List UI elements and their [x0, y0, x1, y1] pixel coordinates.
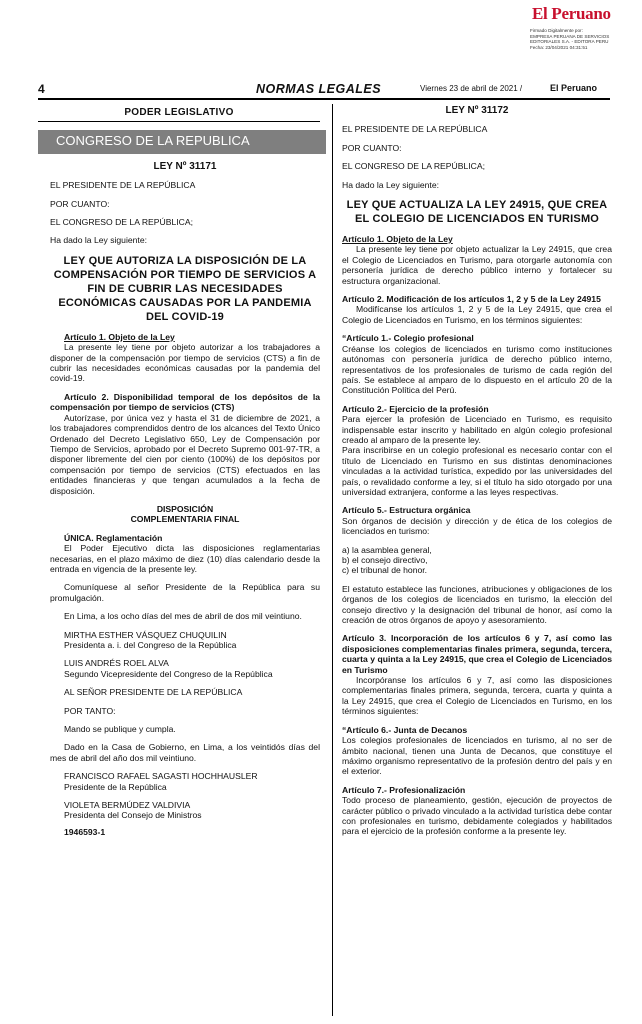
quoted-article-heading: “Artículo 6.- Junta de Decanos [342, 724, 468, 735]
header-brand: El Peruano [550, 83, 598, 93]
preamble-line: POR CUANTO: [342, 142, 402, 153]
congress-banner: CONGRESO DE LA REPUBLICA [38, 130, 326, 153]
disposition-heading: DISPOSICIÓN [156, 503, 214, 514]
law-number: LEY Nº 31172 [445, 105, 509, 116]
quoted-article-text: Para inscribirse en un colegio profesional es necesario contar con el título de Licenciado en Turismo en sus distintas denominaciones vinculadas a la actividad turística, expedido por las universidades del país, o revalidado conforme a ley, si el título ha sido otorgado por una universidad extranjera, conforme a las leyes respectivas. [342, 445, 612, 497]
article-heading: Artículo 2. Disponibilidad temporal de los depósitos de la compensación por tiempo de servicios (CTS) [50, 391, 320, 413]
addressee: AL SEÑOR PRESIDENTE DE LA REPÚBLICA [64, 687, 243, 698]
disposition-subheading: COMPLEMENTARIA FINAL [130, 514, 240, 525]
quoted-article-text: Los colegios profesionales de licenciados en turismo, al no ser de ámbito nacional, tienen una Junta de Decanos, que constituye el máximo organismo representativo de la profesión dentro del país y en el exterior. [342, 735, 612, 777]
list-item: a) la asamblea general, [342, 544, 432, 555]
preamble-line: Ha dado la Ley siguiente: [342, 179, 439, 190]
digital-signature: Firmado Digitalmente por: EMPRESA PERUANA DE SERVICIOS EDITORIALES S.A. - EDITORA PERU Fecha: 23/04/2021 04:31:51 [530, 28, 610, 50]
article-text: Incorpóranse los artículos 6 y 7, así como las disposiciones complementarias finales primera, segunda, tercera, cuarta y quinta a la Ley 24915, que crea el Colegio de Licenciados en Turismo, en los términos siguientes: [342, 675, 612, 717]
article-text: La presente ley tiene por objeto actualizar la Ley 24915, que crea el Colegio de Licenciados en Turismo, para otorgarle autonomía con personería jurídica de derecho público interno y fortalecer su estructura organizacional. [342, 244, 612, 286]
signatory-role: Segundo Vicepresidente del Congreso de la República [64, 668, 273, 679]
issue-date: Viernes 23 de abril de 2021 / [420, 84, 523, 93]
preamble-line: EL PRESIDENTE DE LA REPÚBLICA [342, 124, 488, 135]
article-text: La presente ley tiene por objeto autorizar a los trabajadores a disponer de la compensación por tiempo de servicios (CTS) a fin de cubrir las necesidades económicas causadas por la pandemia del covid-19. [50, 342, 320, 384]
quoted-article-heading: “Artículo 1.- Colegio profesional [342, 333, 474, 344]
quoted-article-text: Todo proceso de planeamiento, gestión, ejecución de proyectos de carácter público o privado vinculado a la actividad turística debe contar con profesionales en turismo, debidamente colegiados y habilitados para el ejercicio de la profesión conforme a la presente ley. [342, 795, 612, 837]
signatory-name: VIOLETA BERMÚDEZ VALDIVIA [64, 800, 191, 811]
mando: Mando se publique y cumpla. [64, 724, 176, 735]
section-heading: PODER LEGISLATIVO [38, 108, 320, 122]
quoted-article-heading: Artículo 2.- Ejercicio de la profesión [342, 403, 489, 414]
publisher-logo-block [526, 4, 642, 62]
law-title: LEY QUE ACTUALIZA LA LEY 24915, QUE CREA EL COLEGIO DE LICENCIADOS EN TURISMO [346, 199, 608, 226]
signatory-name: MIRTHA ESTHER VÁSQUEZ CHUQUILIN [64, 629, 227, 640]
signatory-role: Presidente de la República [64, 781, 167, 792]
article-heading: ÚNICA. Reglamentación [64, 532, 163, 543]
page-number: 4 [38, 82, 45, 96]
article-heading: Artículo 1. Objeto de la Ley [64, 331, 175, 342]
left-column [50, 108, 320, 837]
article-heading: Artículo 1. Objeto de la Ley [342, 234, 453, 245]
quoted-article-text: El estatuto establece las funciones, atribuciones y obligaciones de los órganos de los colegios de licenciados en turismo, la elección del consejo directivo y la designación del tribunal de honor, así como la creación de otros órganos de apoyo y asesoramiento. [342, 583, 612, 626]
article-text: Autorízase, por única vez y hasta el 31 de diciembre de 2021, a los trabajadores comprendidos dentro de los alcances del Texto Único Ordenado del Decreto Legislativo 650, Ley de Compensación por Tiempo de Servicios, aprobado por el Decreto Supremo 001-97-TR, a disponer libremente del cien por ciento (100%) de los depósitos por compensación por tiempo de servicios (CTS) efectuados en las entidades financieras y que tengan acumulados a la fecha de disposición. [50, 412, 320, 496]
quoted-article-heading: Artículo 5.- Estructura orgánica [342, 505, 471, 516]
preamble-line: EL CONGRESO DE LA REPÚBLICA; [342, 161, 485, 172]
page-header [38, 82, 608, 98]
law-number: LEY Nº 31171 [153, 160, 217, 172]
article-heading: Artículo 2. Modificación de los artículos 1, 2 y 5 de la Ley 24915 [342, 294, 601, 305]
signatory-role: Presidenta del Consejo de Ministros [64, 810, 202, 821]
place-date-text: En Lima, a los ocho días del mes de abril de dos mil veintiuno. [64, 611, 302, 622]
quoted-article-text: Son órganos de decisión y dirección y de ética de los colegios de licenciados en turismo: [342, 515, 612, 537]
preamble-line: EL PRESIDENTE DE LA REPÚBLICA [50, 180, 196, 191]
right-column [342, 104, 612, 837]
quoted-article-text: Créanse los colegios de licenciados en turismo como instituciones autónomas con personería jurídica de derecho público interno, representativos de los profesionales de turismo de cada región del país. Se establece al amparo de lo dispuesto en el artículo 20 de la Constitución Política del Perú. [342, 343, 612, 396]
signatory-name: LUIS ANDRÉS ROEL ALVA [64, 658, 169, 669]
section-title: NORMAS LEGALES [256, 82, 382, 96]
el-peruano-logo: El Peruano [532, 4, 611, 23]
article-text: El Poder Ejecutivo dicta las disposiciones reglamentarias necesarias, en el plazo máximo de diez (10) días calendario desde la entrada en vigencia de la presente ley. [50, 543, 320, 574]
law-title: LEY QUE AUTORIZA LA DISPOSICIÓN DE LA COMPENSACIÓN POR TIEMPO DE SERVICIOS A FIN DE CUBRIR LAS NECESIDADES ECONÓMICAS CAUSADAS POR LA PANDEMIA DEL COVID-19 [53, 254, 317, 323]
article-text: Modifícanse los artículos 1, 2 y 5 de la Ley 24915, que crea el Colegio de Licenciados en Turismo, en los términos siguientes: [342, 304, 612, 325]
article-heading: Artículo 3. Incorporación de los artículos 6 y 7, así como las disposiciones complementarias finales primera, segunda, tercera, cuarta y quinta a la Ley 24915, que crea el Colegio de Licenciados en Turismo [342, 633, 612, 675]
por-tanto: POR TANTO: [64, 705, 116, 716]
signatory-role: Presidenta a. i. del Congreso de la República [64, 640, 237, 650]
publication-code: 1946593-1 [64, 826, 106, 837]
preamble-line: POR CUANTO: [50, 198, 110, 209]
list-item: c) el tribunal de honor. [342, 565, 428, 576]
preamble-line: EL CONGRESO DE LA REPÚBLICA; [50, 217, 193, 228]
quoted-article-heading: Artículo 7.- Profesionalización [342, 784, 466, 795]
organ-list [342, 545, 612, 576]
preamble-line: Ha dado la Ley siguiente: [50, 235, 147, 246]
quoted-article-text: Para ejercer la profesión de Licenciado en Turismo, es requisito indispensable estar inscrito y habilitado en algún colegio profesional creado al amparo de la presente ley. [342, 414, 612, 445]
signatory-name: FRANCISCO RAFAEL SAGASTI HOCHHAUSLER [64, 771, 258, 782]
list-item: b) el consejo directivo, [342, 555, 428, 565]
place-date-text: Dado en la Casa de Gobierno, en Lima, a los veintidós días del mes de abril del año dos mil veintiuno. [50, 742, 320, 763]
column-divider [332, 104, 333, 1016]
header-rule [38, 98, 610, 100]
promulgation-text: Comuníquese al señor Presidente de la República para su promulgación. [50, 582, 320, 603]
